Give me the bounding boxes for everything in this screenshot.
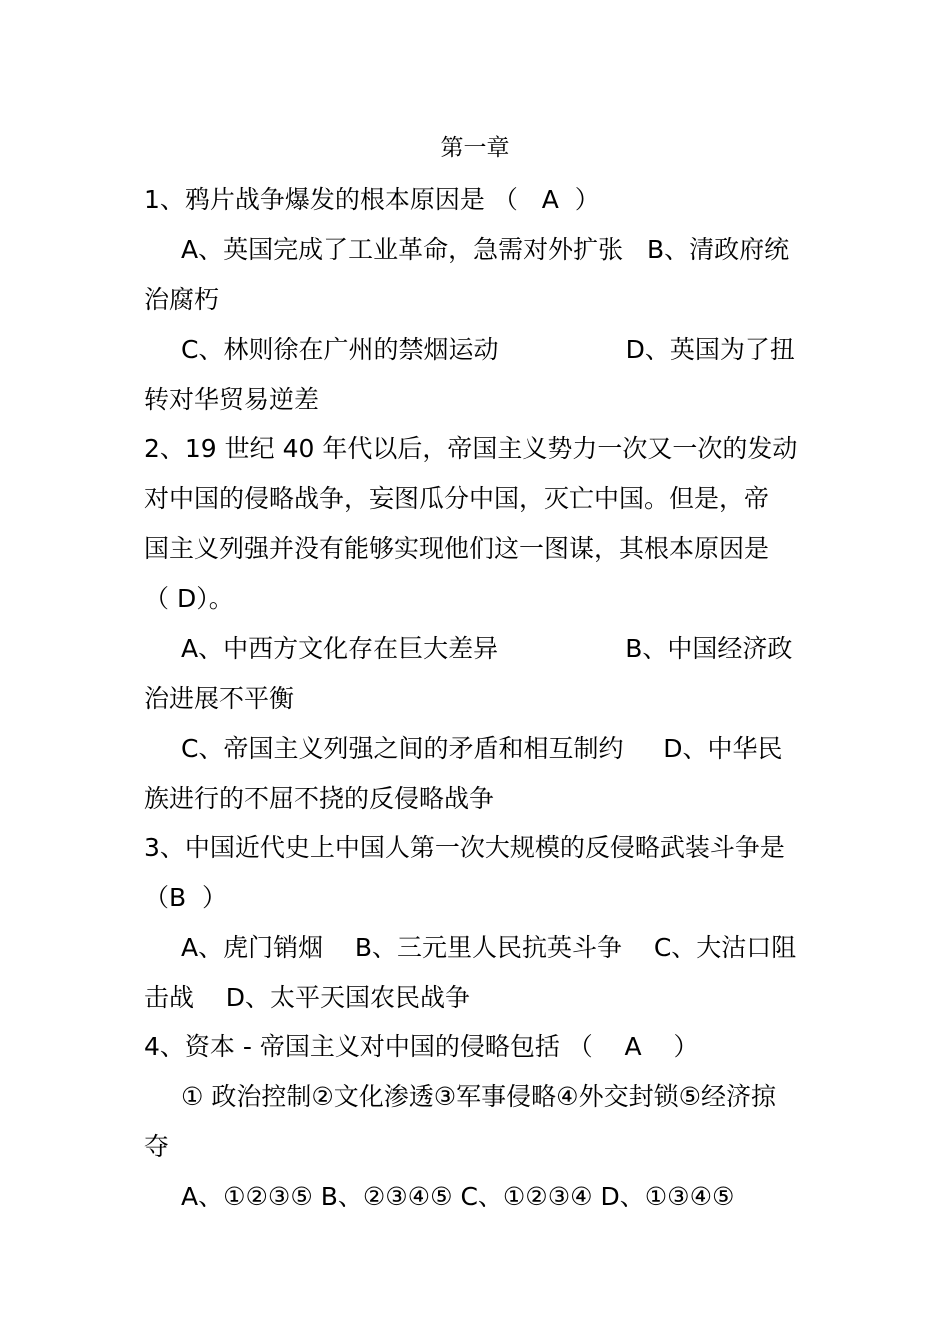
question-2-options-cd-wrap: 族进行的不屈不挠的反侵略战争 xyxy=(144,784,495,813)
question-3-stem: 3、中国近代史上中国人第一次大规模的反侵略武装斗争是 xyxy=(144,833,785,862)
question-4-options: A、①②③⑤ B、②③④⑤ C、①②③④ D、①③④⑤ xyxy=(181,1182,735,1211)
question-1-options-cd: C、林则徐在广州的禁烟运动 D、英国为了扭 xyxy=(181,335,795,364)
question-2-options-cd: C、帝国主义列强之间的矛盾和相互制约 D、中华民 xyxy=(181,734,783,763)
question-2-options-ab: A、中西方文化存在巨大差异 B、中国经济政 xyxy=(181,634,793,663)
question-2-options-ab-wrap: 治进展不平衡 xyxy=(144,684,295,713)
question-4-stem: 4、资本 - 帝国主义对中国的侵略包括 （ A ） xyxy=(144,1032,699,1061)
question-2-stem-line-3: 国主义列强并没有能够实现他们这一图谋，其根本原因是 xyxy=(144,534,770,563)
chapter-title: 第一章 xyxy=(440,135,510,161)
question-3-options: A、虎门销烟 B、三元里人民抗英斗争 C、大沽口阻 xyxy=(181,933,797,962)
question-4-items: ① 政治控制②文化渗透③军事侵略④外交封锁⑤经济掠 xyxy=(181,1082,777,1111)
question-3-answer: （B ） xyxy=(144,883,228,912)
question-4-items-wrap: 夺 xyxy=(144,1132,170,1161)
question-2-answer: （ D）。 xyxy=(144,584,234,613)
question-3-options-wrap: 击战 D、太平天国农民战争 xyxy=(144,983,471,1012)
question-1-options-ab: A、英国完成了工业革命，急需对外扩张 B、清政府统 xyxy=(181,235,790,264)
question-2-stem: 2、19 世纪 40 年代以后，帝国主义势力一次又一次的发动 xyxy=(144,434,798,463)
question-1-options-ab-wrap: 治腐朽 xyxy=(144,285,220,314)
question-1-options-cd-wrap: 转对华贸易逆差 xyxy=(144,385,320,414)
question-1-stem: 1、鸦片战争爆发的根本原因是 （ A ） xyxy=(144,185,600,214)
question-2-stem-line-2: 对中国的侵略战争，妄图瓜分中国，灭亡中国。但是，帝 xyxy=(144,484,770,513)
